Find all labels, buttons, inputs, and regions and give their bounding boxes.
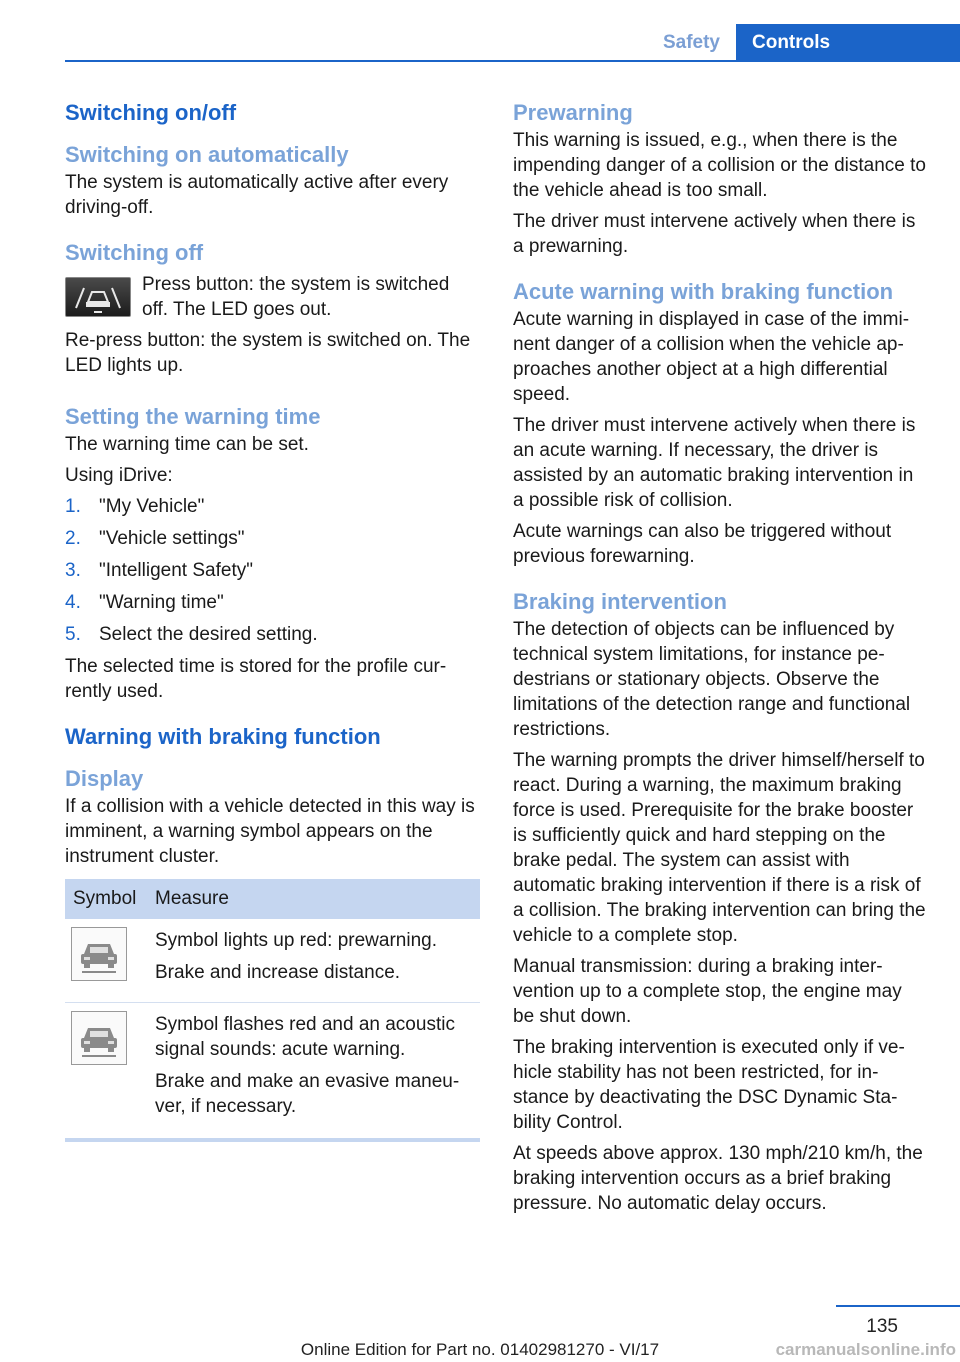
left-column (65, 98, 480, 1142)
text-intervention-5: At speeds above approx. 130 mph/210 km/h, the braking intervention occurs as a brief braking pressure. No automatic delay occurs. (513, 1143, 923, 1214)
col-symbol: Symbol (65, 879, 151, 919)
text-acute-2: The driver must intervene actively when there is an acute warning. If necessary, the driver is assisted by an automatic braking intervention in a possible risk of collision. (513, 415, 916, 511)
text-prewarning-2: The driver must intervene actively when there is a prewarning. (513, 211, 916, 257)
page-number: 135 (866, 1316, 898, 1337)
measure-text: Symbol lights up red: prewarning. (155, 930, 437, 951)
heading-warning-time: Setting the warning time (65, 404, 321, 429)
heading-switching: Switching on/off (65, 100, 237, 125)
table-end-rule (65, 1138, 480, 1142)
table-row (65, 919, 480, 1003)
vehicle-warning-flashing-icon (71, 1011, 127, 1065)
text-acute-1: Acute warning in displayed in case of the imminent danger of a collision when the vehicle approaches another object at a high differential speed. (513, 309, 910, 405)
text-warning-time: The warning time can be set. (65, 434, 309, 455)
symbol-table (65, 879, 480, 1136)
heading-warning-braking: Warning with braking function (65, 724, 381, 749)
watermark: carmanualsonline.info (775, 1340, 956, 1359)
header-rule (65, 60, 960, 62)
heading-switching-off: Switching off (65, 240, 204, 265)
list-item: 4. "Warning time" (65, 592, 224, 613)
text-time-stored: The selected time is stored for the profile currently used. (65, 656, 447, 702)
list-item: 5. Select the desired setting. (65, 624, 318, 645)
heading-display: Display (65, 766, 144, 791)
measure-text: Brake and make an evasive maneuver, if necessary. (155, 1071, 460, 1117)
table-header-row (65, 879, 480, 919)
page-header (0, 0, 960, 62)
text-intervention-4: The braking intervention is executed only if vehicle stability has not been restricted, for instance by deactivating the DSC Dynamic Stability Control. (513, 1037, 905, 1133)
text-using-idrive: Using iDrive: (65, 465, 173, 486)
measure-text: Symbol flashes red and an acoustic signal sounds: acute warning. (155, 1014, 455, 1060)
right-column (513, 98, 928, 1222)
footer-rule (836, 1305, 960, 1307)
edition-text: Online Edition for Part no. 01402981270 - VI/17 (300, 1340, 660, 1359)
text-repress-button: Re-press button: the system is switched on. The LED lights up. (65, 330, 471, 376)
text-display: If a collision with a vehicle detected in this way is imminent, a warning symbol appears on the instrument cluster. (65, 796, 475, 867)
text-intervention-2: The warning prompts the driver himself/herself to react. During a warning, the maximum braking force is used. Prerequisite for the brake booster is sufficiently quick and hard stepping on the brake pedal. The system can assist with automatic braking intervention if there is a risk of a collision. The braking intervention can bring the vehicle to a complete stop. (513, 750, 926, 946)
heading-braking-intervention: Braking intervention (513, 589, 727, 614)
text-intervention-3: Manual transmission: during a braking intervention up to a complete stop, the engine may be shut down. (513, 956, 902, 1027)
text-intervention-1: The detection of objects can be influenced by technical system limitations, for instance pedestrians or stationary objects. Observe the limitations of the detection range and functional restrictions. (513, 619, 911, 740)
table-row (65, 1003, 480, 1137)
text-press-button: Press button: the system is switched off. The LED goes out. (142, 274, 450, 320)
measure-text: Brake and increase distance. (155, 962, 401, 983)
list-item: 1. "My Vehicle" (65, 496, 205, 517)
idrive-steps (65, 494, 480, 647)
list-item: 2. "Vehicle settings" (65, 528, 245, 549)
collision-warning-button-icon (65, 277, 131, 317)
text-acute-3: Acute warnings can also be triggered without previous forewarning. (513, 521, 892, 567)
heading-prewarning: Prewarning (513, 100, 633, 125)
text-prewarning-1: This warning is issued, e.g., when there is the impending danger of a collision or the distance to the vehicle ahead is too small. (513, 130, 926, 201)
button-instruction (65, 272, 480, 322)
col-measure: Measure (151, 879, 480, 919)
tab-controls[interactable]: Controls (736, 24, 960, 62)
heading-switching-on-auto: Switching on automatically (65, 142, 349, 167)
text-auto: The system is automatically active after every driving-off. (65, 172, 449, 218)
tab-safety[interactable]: Safety (662, 32, 720, 53)
vehicle-warning-icon (71, 927, 127, 981)
heading-acute-warning: Acute warning with braking function (513, 279, 894, 304)
list-item: 3. "Intelligent Safety" (65, 560, 253, 581)
